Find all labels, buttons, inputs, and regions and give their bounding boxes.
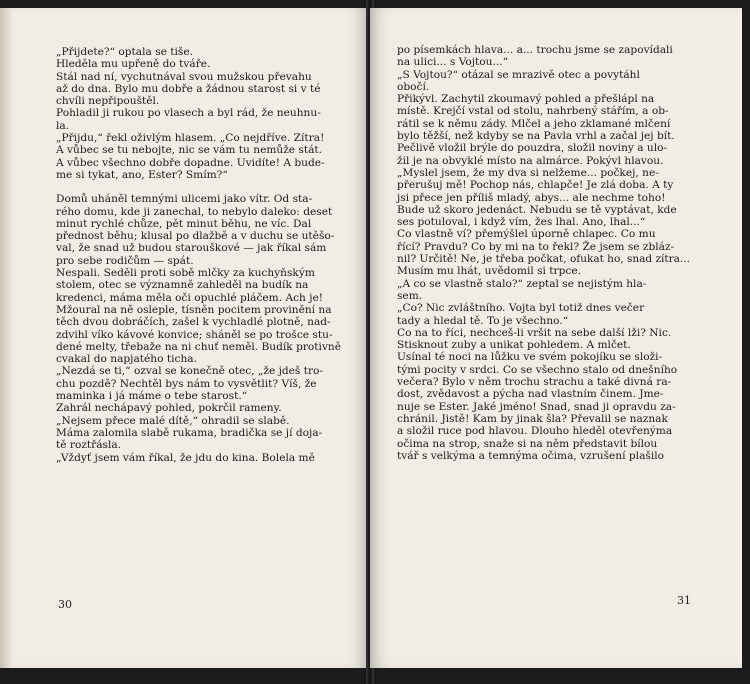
text-line: val, že snad už budou starouškové — jak říkal sám — [56, 242, 327, 255]
text-line: nuje se Ester. Jaké jméno! Snad, snad ji opravdu za- — [397, 400, 676, 413]
text-line: minut rychlé chůze, pět minut běhu, ne víc. Dal — [56, 217, 312, 230]
text-line: Zahrál nechápavý pohled, pokrčil rameny. — [56, 402, 282, 415]
text-line: bylo těžší, než kdyby se na Pavla vrhl a začal jej bít. — [397, 130, 675, 143]
text-line: Co vlastně ví? přemýšlel úporně chlapec. Co mu — [397, 228, 656, 241]
text-line: rátil se k němu zády. Mlčel a jeho zklamané mlčení — [397, 117, 671, 130]
text-line: přednost běhu; klusal po dlažbě a v duchu se utěšo- — [56, 230, 335, 243]
text-line: večera? Bylo v něm trochu strachu a také divná ra- — [397, 376, 672, 389]
text-line: dené melty, třebaže na ni chuť neměl. Budík protivně — [56, 340, 342, 353]
text-line: až do dna. Bylo mu dobře a žádnou starost si v té — [56, 82, 321, 95]
text-line: cvakal do napjatého ticha. — [56, 353, 197, 366]
text-line: pro sebe rodičům — spát. — [56, 254, 194, 267]
page-number-left: 30 — [58, 598, 72, 611]
text-line: stolem, otec se významně zahleděl na budík na — [56, 279, 309, 292]
text-line: po písemkách hlava... a... trochu jsme se zapovídali — [397, 44, 673, 56]
text-line: tými pocity v srdci. Co se všechno stalo od dnešního — [397, 363, 678, 376]
text-line: přerušuj mě! Pochop nás, chlapče! Je zlá doba. A ty — [397, 179, 674, 192]
page-edge — [0, 8, 12, 668]
text-line: maminka i já máme o tebe starost.“ — [56, 390, 248, 403]
page-number-right: 31 — [677, 594, 691, 607]
text-line: A vůbec se tu nebojte, nic se vám tu nemůže stát. — [56, 144, 323, 157]
text-line: „S Vojtou?“ otázal se mrazivě otec a povytáhl — [397, 68, 640, 81]
text-line: Přikývl. Zachytil zkoumavý pohled a přešlápl na — [397, 93, 655, 106]
text-line: Usínal té noci na lůžku ve svém pokojíku se složi- — [397, 351, 663, 364]
text-line: očima na strop, snaže si na něm představit bílou — [397, 437, 658, 450]
text-line: a složil ruce pod hlavou. Dlouho hleděl otevřenýma — [397, 425, 673, 438]
text-line: „Přijdete?“ optala se tiše. — [56, 46, 193, 58]
text-line: jsi přece jen příliš mladý, abys... ale nechme toho! — [397, 191, 666, 204]
text-line: žil je na obvyklé místo na almárce. Pokývl hlavou. — [397, 154, 664, 167]
text-line: Domů uháněl temnými ulicemi jako vítr. Od sta- — [56, 193, 313, 206]
text-line: la. — [56, 119, 70, 132]
right-page — [370, 8, 742, 668]
text-line: Pohladil ji rukou po vlasech a byl rád, že neuhnu- — [56, 107, 321, 120]
text-line: Musím mu lhát, uvědomil si trpce. — [397, 265, 581, 278]
left-page — [0, 8, 369, 668]
text-line: obočí. — [397, 80, 430, 93]
text-line: „Myslel jsem, že my dva si nelžeme... počkej, ne- — [397, 166, 659, 179]
text-line: sem. — [397, 289, 423, 302]
text-line: Co na to říci, nechceš-li vršit na sebe další lži? Nic. — [397, 326, 672, 339]
text-line: Hleděla mu upřeně do tváře. — [56, 58, 211, 71]
text-line: Stál nad ní, vychutnával svou mužskou převahu — [56, 70, 312, 83]
text-line: „Vždyť jsem vám říkal, že jdu do kina. Bolela mě — [56, 451, 315, 464]
left-page-text — [56, 46, 349, 464]
text-line: řící? Pravdu? Co by mi na to řekl? Že jsem se zbláz- — [397, 240, 675, 253]
text-line: „Nezdá se ti,“ ozval se konečně otec, „že jdeš tro- — [56, 365, 324, 378]
right-page-text — [397, 44, 690, 462]
text-line: „Přijdu,“ řekl oživlým hlasem. „Co nejdříve. Zítra! — [56, 132, 325, 145]
text-line: chvíli nepřipouštěl. — [56, 95, 160, 108]
text-line: ses potuloval, i když vím, žes lhal. Ano, lhal...“ — [397, 216, 646, 229]
text-line: „Nejsem přece malé dítě,“ ohradil se slabě. — [56, 414, 290, 427]
text-line: chu pozdě? Nechtěl bys nám to vysvětlit? Víš, že — [56, 377, 317, 390]
text-line: Nespali. Seděli proti sobě mlčky za kuchyňským — [56, 267, 315, 280]
text-line: „A co se vlastně stalo?“ zeptal se nejistým hla- — [397, 277, 647, 290]
text-line: tady a hledal tě. To je všechno.“ — [397, 314, 569, 327]
text-line: těch dvou dobráčích, zašel k vychladlé plotně, nad- — [56, 316, 331, 329]
text-line: dost, zvědavost a pýcha nad vlastním činem. Jme- — [397, 388, 664, 401]
text-line: me si tykat, ano, Ester? Smím?“ — [56, 168, 228, 181]
text-line: nil? Určitě! Ne, je třeba počkat, ofukat ho, snad zítra... — [397, 253, 690, 266]
text-line: A vůbec všechno dobře dopadne. Uvidíte! A bude- — [56, 156, 325, 169]
text-line: na ulici... s Vojtou...“ — [397, 56, 509, 69]
text-line: Pečlivě vložil brýle do pouzdra, složil noviny a ulo- — [397, 142, 668, 155]
text-line: chránil. Jistě! Kam by jinak šla? Převalil se naznak — [397, 412, 668, 425]
text-line: Stisknout zuby a unikat pohledem. A mlčet. — [397, 339, 631, 352]
text-line: místě. Krejčí vstal od stolu, nahrbený stářím, a ob- — [397, 105, 669, 118]
text-line: Bude už skoro jedenáct. Nebudu se tě vyptávat, kde — [397, 203, 677, 216]
text-line: kredenci, máma měla oči opuchlé pláčem. Ach je! — [56, 291, 324, 304]
text-line: „Co? Nic zvláštního. Vojta byl totiž dnes večer — [397, 302, 645, 315]
text-line: Mžoural na ně osleple, tísněn pocitem provinění na — [56, 303, 332, 316]
text-line: rého domu, kde ji zanechal, to nebylo daleko: deset — [56, 205, 333, 218]
text-line: tě roztřásla. — [56, 439, 122, 452]
text-line: tvář s velkýma a temnýma očima, vzrušení plašilo — [397, 449, 664, 462]
paragraph-gap — [56, 181, 349, 193]
text-line: zdvihl víko kávové konvice; sháněl se po trošce stu- — [56, 328, 333, 341]
text-line: Máma zalomila slabě rukama, bradička se jí doja- — [56, 426, 323, 439]
